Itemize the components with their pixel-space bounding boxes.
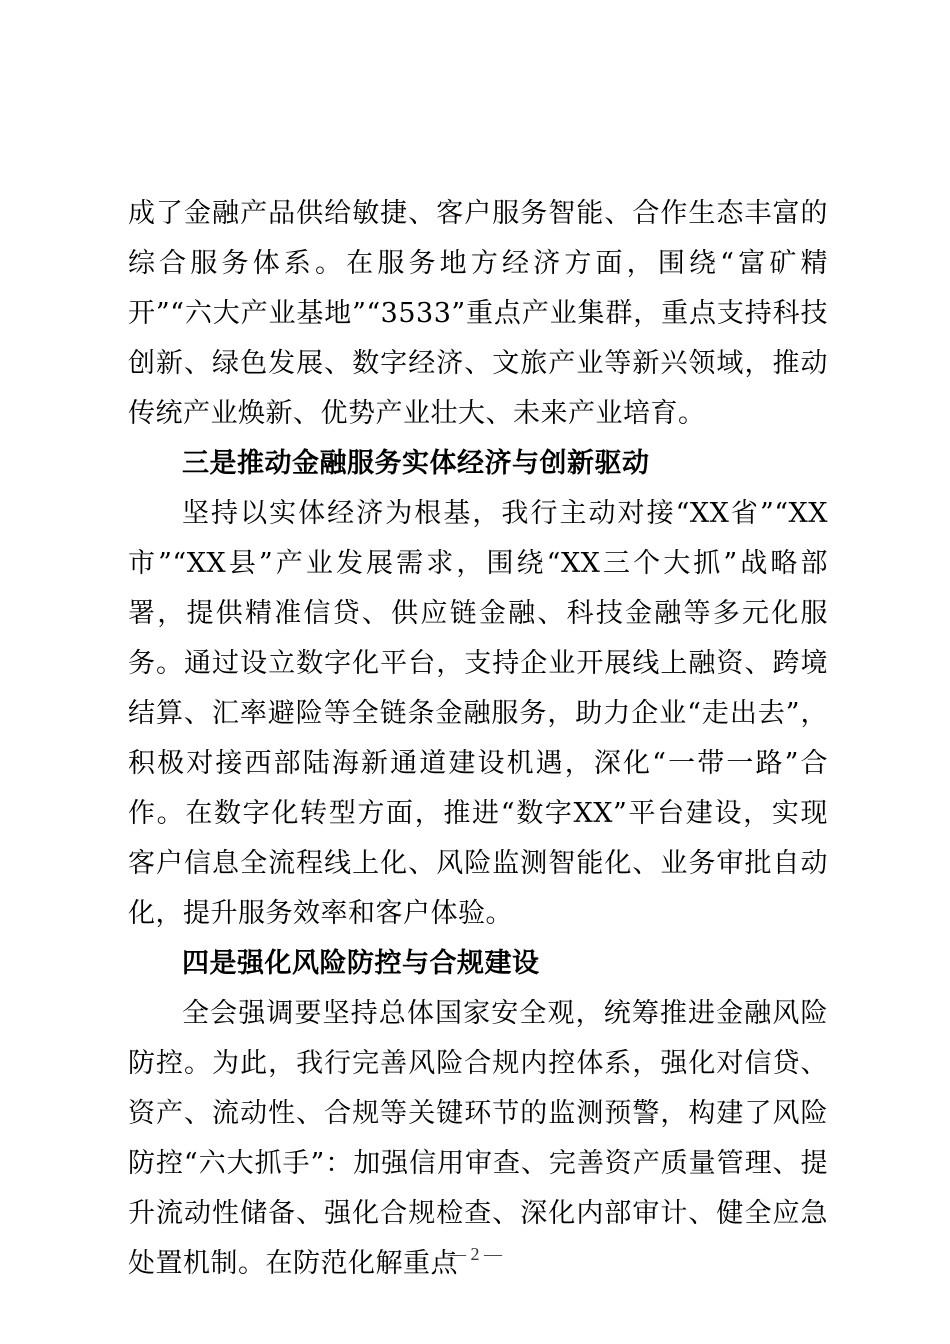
paragraph-section-4: 全会强调要坚持总体国家安全观，统筹推进金融风险防控。为此，我行完善风险合规内控体系，强化对信贷、资产、流动性、合规等关键环节的监测预警，构建了风险防控“六大抓手”：加强信用审查、完善资产质量管理、提升流动性储备、强化合规检查、深化内部审计、健全应急处置机制。在防范化解重点 (128, 998, 828, 1279)
page-number: — 2 — (448, 1244, 502, 1264)
paragraph-section-3: 坚持以实体经济为根基，我行主动对接“XX省”“XX市”“XX县”产业发展需求，围绕“XX三个大抓”战略部署，提供精准信贷、供应链金融、科技金融等多元化服务。通过设立数字化平台，支持企业开展线上融资、跨境结算、汇率避险等全链条金融服务，助力企业“走出去”，积极对接西部陆海新通道建设机遇，深化“一带一路”合作。在数字化转型方面，推进“数字XX”平台建设，实现客户信息全流程线上化、风险监测智能化、业务审批自动化，提升服务效率和客户体验。 (128, 498, 828, 929)
section-heading-4: 四是强化风险防控与合规建设 (182, 948, 540, 979)
paragraph-continued: 成了金融产品供给敏捷、客户服务智能、合作生态丰富的综合服务体系。在服务地方经济方面，围绕“富矿精开”“六大产业基地”“3533”重点产业集群，重点支持科技创新、绿色发展、数字经济、文旅产业等新兴领域，推动传统产业焕新、优势产业壮大、未来产业培育。 (128, 198, 828, 429)
section-heading-3: 三是推动金融服务实体经济与创新驱动 (182, 448, 650, 479)
document-body (128, 189, 828, 1289)
